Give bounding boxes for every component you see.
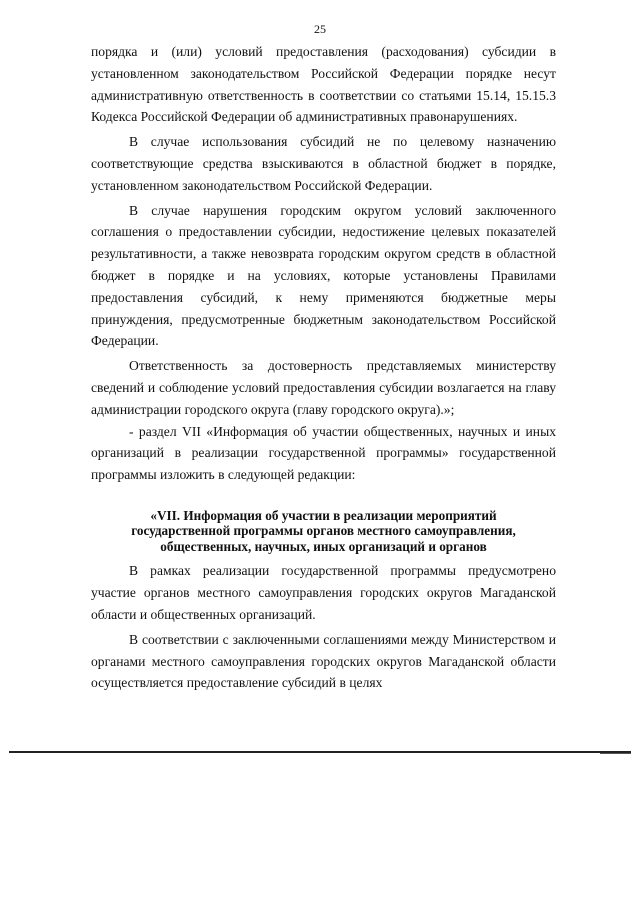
- page-number: 25: [314, 22, 326, 36]
- paragraph-violation: В случае нарушения городским округом условий заключенного соглашения о предоставлении субсидии, недостижение целевых показателей результативности, а также невозврата городским округом средств в областной бюджет в порядке и на условиях, которые установлены Правилами предоставления субсидий, к нему применяются бюджетные меры принуждения, предусмотренные бюджетным законодательством Российской Федерации.: [91, 202, 556, 349]
- section-heading-line-3: общественных, научных, иных организаций и органов: [160, 538, 487, 554]
- page-bottom-rule-tail: [600, 753, 631, 754]
- section-heading-line-2: государственной программы органов местного самоуправления,: [131, 523, 516, 539]
- paragraph-responsibility: Ответственность за достоверность представляемых министерству сведений и соблюдение условий предоставления субсидии возлагается на главу администрации городского округа (главу городского округа).»;: [91, 358, 556, 417]
- page-bottom-rule: [9, 751, 631, 753]
- paragraph-misuse: В случае использования субсидий не по целевому назначению соответствующие средства взыскиваются в областной бюджет в порядке, установленном законодательством Российской Федерации.: [91, 134, 556, 193]
- paragraph-participation: В рамках реализации государственной программы предусмотрено участие органов местного самоуправления городских округов Магаданской области и общественных организаций.: [91, 563, 556, 623]
- paragraph-section-vii-intro: - раздел VII «Информация об участии общественных, научных и иных организаций в реализации государственной программы» государственной программы изложить в следующей редакции:: [91, 423, 556, 483]
- section-heading: [91, 508, 556, 555]
- document-body: [91, 41, 556, 694]
- paragraph-continuation: порядка и (или) условий предоставления (расходования) субсидии в установленном законодательством Российской Федерации порядке несут административную ответственность в соответствии со статьями 15.14, 15.15.3 Кодекса Российской Федерации об административных правонарушениях.: [91, 44, 556, 125]
- section-heading-line-1: «VII. Информация об участии в реализации мероприятий: [150, 507, 497, 523]
- paragraph-agreements: В соответствии с заключенными соглашениями между Министерством и органами местного самоуправления городских округов Магаданской области осуществляется предоставление субсидий в целях: [91, 631, 556, 691]
